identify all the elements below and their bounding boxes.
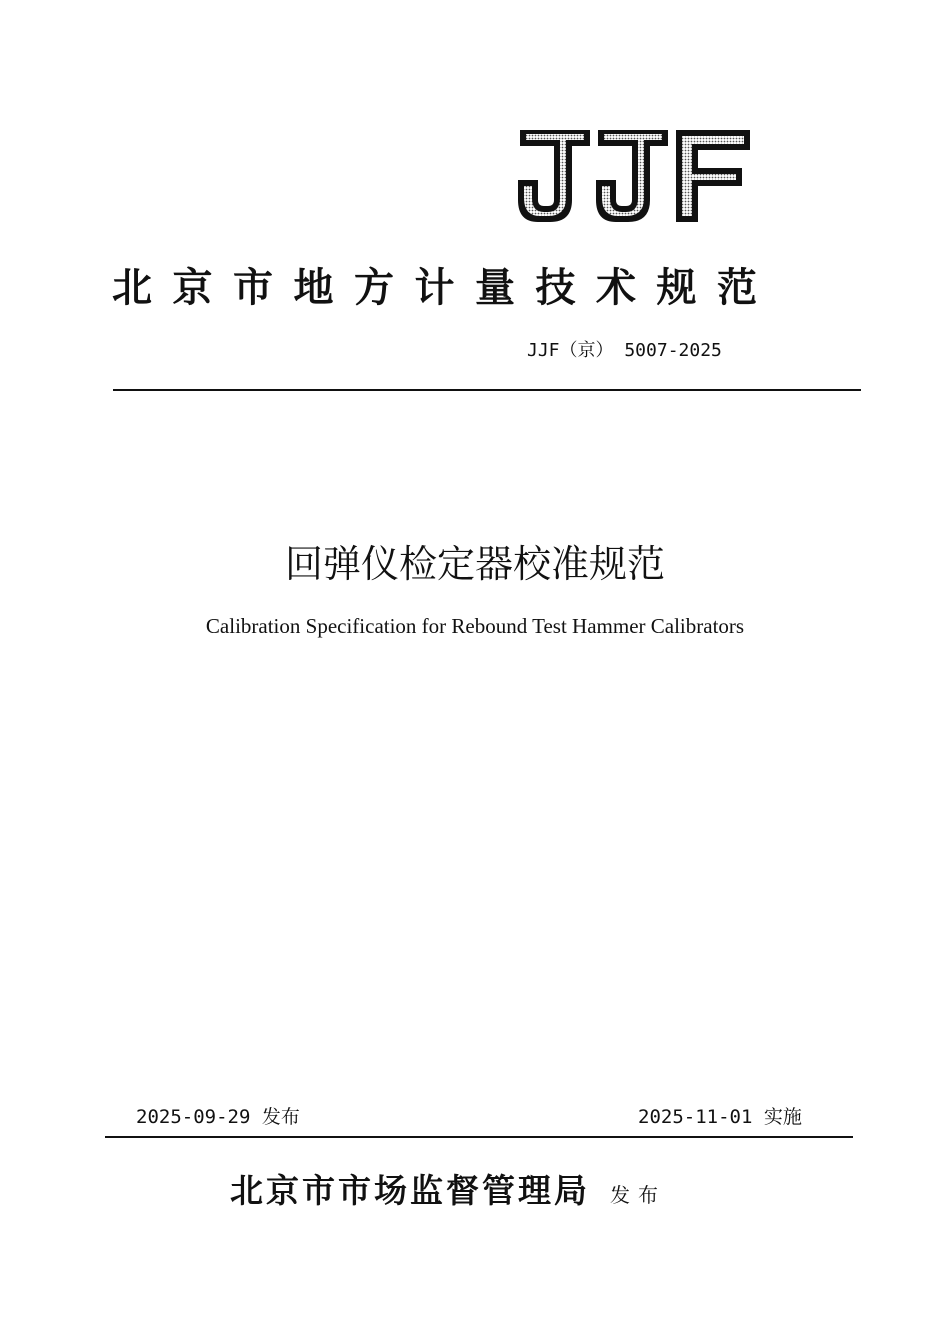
- bottom-divider: [105, 1136, 853, 1138]
- standard-code: JJF（京） 5007-2025: [527, 340, 722, 361]
- document-title-en: Calibration Specification for Rebound Test Hammer Calibrators: [205, 614, 745, 638]
- logo-letter-f: [676, 130, 750, 222]
- issue-date: 2025-09-29 发布: [136, 1106, 300, 1128]
- logo-letter-j2: [596, 130, 668, 222]
- authority-heading: 北京市地方计量技术规范: [112, 264, 778, 311]
- implementation-date: 2025-11-01 实施: [638, 1106, 802, 1128]
- jjf-logo: [516, 128, 752, 224]
- top-divider: [113, 389, 861, 391]
- publisher-name: 北京市市场监督管理局: [230, 1171, 590, 1210]
- publish-word: 发布: [610, 1183, 666, 1207]
- publisher-line: [230, 1168, 666, 1220]
- document-title-cn: 回弹仪检定器校准规范: [284, 542, 665, 586]
- logo-letter-j1: [518, 130, 590, 222]
